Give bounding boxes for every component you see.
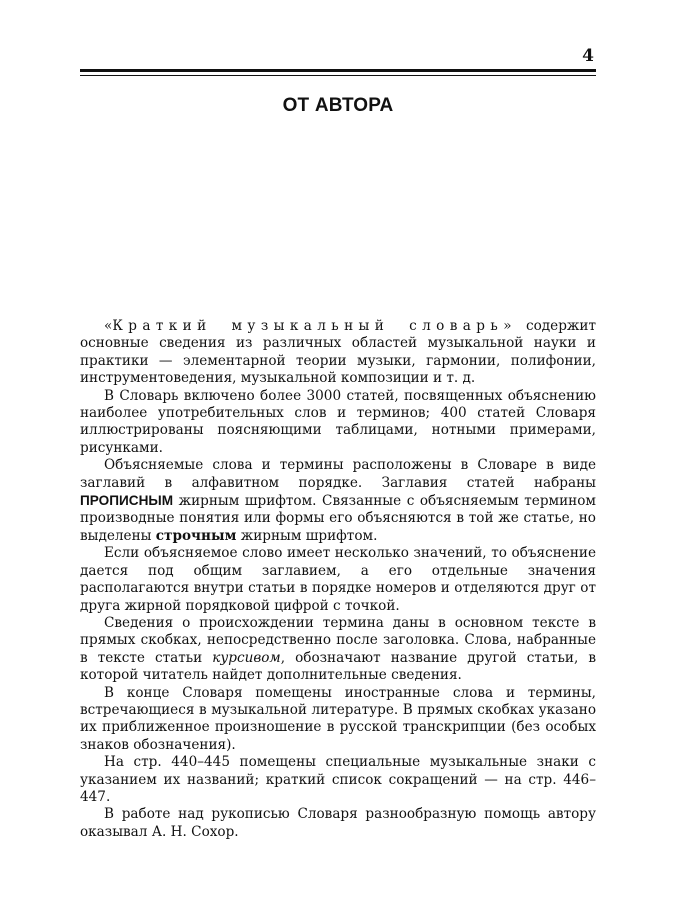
- spaced-book-title: Краткий музыкальный словарь: [112, 318, 504, 334]
- paragraph-article-count: В Словарь включено более 3000 статей, посвященных объяснению наиболее употребительных слов и терминов; 400 статей Словаря иллюстрированы поясняющими таблицами, нотными примерами, рисунками.: [80, 387, 596, 456]
- paragraph-text: содержит основные сведения из различных областей музыкальной науки и практики — элементарной теории музыки, гармонии, полифонии, инструментоведения, музыкальной композиции и т. д.: [80, 318, 596, 387]
- bold-lower-term: строчным: [155, 527, 237, 544]
- paragraph-foreign-terms: В конце Словаря помещены иностранные слова и термины, встречающиеся в музыкальной литературе. В прямых скобках указано их приближенное произношение в русской транскрипции (без особых знаков обозначения).: [80, 684, 596, 753]
- paragraph-text: , обозначают название другой статьи, в которой читатель найдет дополнительные сведения.: [80, 649, 596, 684]
- paragraph-intro: [80, 318, 596, 388]
- paragraph-text: Сведения о происхождении термина даны в основном тексте в прямых скобках, непосредственно после заголовка. Слова, набранные в тексте статьи: [80, 614, 596, 666]
- italic-term: курсивом: [212, 649, 281, 666]
- preface-body: [80, 318, 596, 841]
- header-rule-thin: [80, 75, 596, 76]
- page-title: ОТ АВТОРА: [282, 95, 394, 116]
- paragraph-signs: На стр. 440–445 помещены специальные музыкальные знаки с указанием их названий; краткий список сокращений — на стр. 446–447.: [80, 754, 596, 805]
- quote-close: »: [503, 318, 512, 334]
- paragraph-text: жирным шрифтом.: [236, 527, 378, 544]
- bold-caps-term: ПРОПИСНЫМ: [80, 493, 174, 509]
- header-rule-thick: [80, 69, 596, 72]
- paragraph-origin: [80, 615, 596, 685]
- quote-open: «: [104, 318, 113, 334]
- paragraph-text: Объясняемые слова и термины расположены в Словаре в виде заглавий в алфавитном порядке. Заглавия статей набраны: [80, 457, 596, 491]
- page-number: 4: [582, 46, 594, 66]
- paragraph-meanings: Если объясняемое слово имеет несколько значений, то объяснение дается под общим заглавием, а его отдельные значения располагаются внутри статьи в порядке номеров и отделяются друг от друга жирной порядковой цифрой с точкой.: [80, 545, 596, 614]
- paragraph-typography: [80, 457, 596, 545]
- paragraph-text: жирным шрифтом. Связанные с объясняемым термином производные понятия или формы его объясняются в той же статье, но выделены: [80, 493, 596, 544]
- paragraph-acknowledgement: В работе над рукописью Словаря разнообразную помощь автору оказывал А. Н. Сохор.: [80, 806, 596, 840]
